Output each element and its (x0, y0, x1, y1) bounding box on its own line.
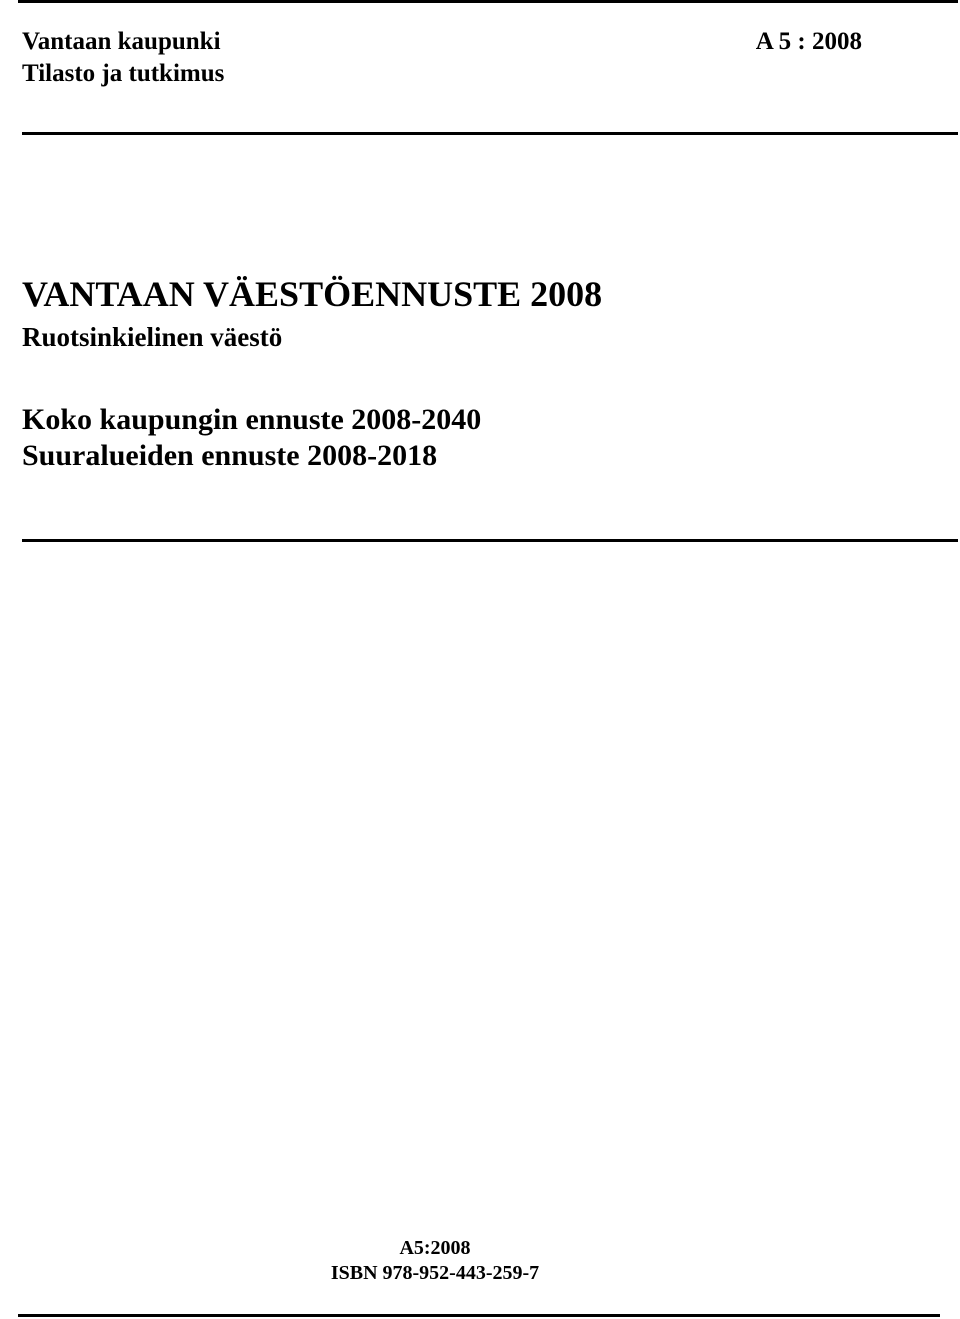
title-divider (22, 539, 958, 542)
header-divider (22, 132, 958, 135)
forecast-list (22, 402, 481, 474)
publication-code: A5:2008 (399, 1237, 471, 1259)
department-name: Tilasto ja tutkimus (22, 60, 225, 87)
header-left (22, 26, 862, 90)
series-number: A 5 : 2008 (755, 28, 862, 55)
forecast-city: Koko kaupungin ennuste 2008-2040 (22, 403, 482, 436)
top-rule (18, 0, 958, 3)
document-title: VANTAAN VÄESTÖENNUSTE 2008 (22, 274, 603, 314)
isbn: ISBN 978-952-443-259-7 (330, 1262, 540, 1284)
footer (0, 1236, 870, 1286)
organization-name: Vantaan kaupunki (22, 28, 221, 55)
document-subtitle: Ruotsinkielinen väestö (22, 322, 283, 352)
forecast-districts: Suuralueiden ennuste 2008-2018 (22, 439, 438, 472)
bottom-rule (18, 1314, 940, 1317)
